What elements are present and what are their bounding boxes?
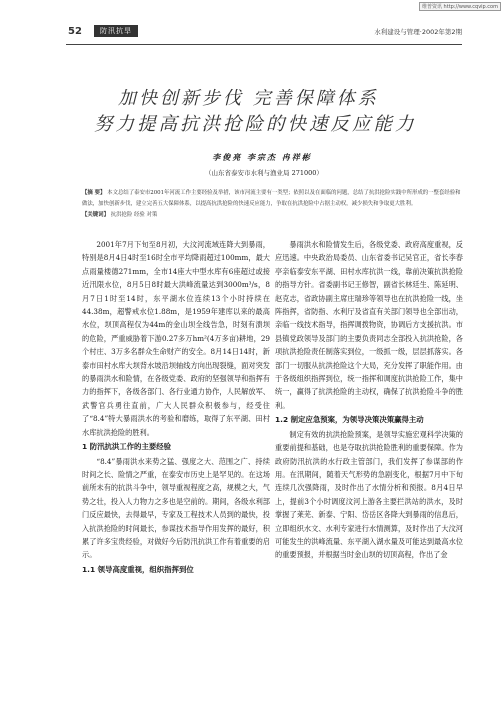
page-number: 52 <box>68 26 82 37</box>
subsection-heading: 1.1 领导高度重视，组织指挥到位 <box>82 564 194 574</box>
affiliation: （山东省泰安市水利与渔业局 271000） <box>205 169 323 177</box>
body-paragraph: 暴雨洪水和险情发生后，各级党委、政府高度重视，反应迅速。中央政治局委员、山东省委书记吴官正，省长李春亭亲临泰安东平湖、田村水库抗洪一线，靠前决策抗洪抢险的指导方针。省委副书记王修智，副省长林廷生、陈延明、赵克志，省政协副主席庄瑞珍等领导也在抗洪抢险一线，坐阵指挥，省防指、水利厅及省直有关部门领导也全部出动，亲临一线技术指导，指挥调拨物资，协调后方支援抗洪。市县镇党政领导及部门的主要负责同志全部投入抗洪抢险，各项抗洪抢险责任制落实到位，一级抓一级，层层抓落实。各部门一切服从抗洪抢险这个大局，充分发挥了职能作用。由于各级组织指挥到位，统一指挥和调度抗洪抢险工作，集中统一，赢得了抗洪抢险的主动权，确保了抗洪抢险斗争的胜利。 <box>275 240 463 410</box>
body-paragraph: 2001年7月下旬至8月初，大汶河流域连降大到暴雨，特别是8月4日4时至16时全市平均降雨超过100mm，最大点雨量楼德271mm，全市14座大中型水库有6座超过或接近汛限水位，8月5日8时最大洪峰流量达到3000m³/s，8月7日1时至14时，东平湖水位连续13个小时持续在44.38m，超警戒水位1.88m，是1959年建库以来的最高水位，坝顶高程仅为44m的金山坝全线告急，时刻有溃坝的危险，严重威胁着下游0.27多万hm²(4万多亩)耕地，29个村庄、3万多名群众生命财产的安全。8月14日14时，新泰市田村水库大坝背水坡沿坝轴线方向出现裂缝，面对突发的暴雨洪水和险情，在各级党委、政府的坚强领导和指挥有力的指挥下，各级各部门、各行业通力协作，人民解放军、武警官兵勇往直前，广大人民群众积极参与，经受住了“8.4”特大暴雨洪水的考验和磨练，取得了东平湖、田村水库抗洪抢险的胜利。 <box>82 240 270 437</box>
header-divider <box>66 44 462 45</box>
keywords <box>82 210 462 221</box>
keywords-text: 抗洪抢险 经验 对策 <box>110 212 158 218</box>
body-left-column <box>82 238 270 577</box>
title-line-2: 努力提高抗洪抢险的快速反应能力 <box>94 114 417 135</box>
title-line-1: 加快创新步伐 完善保障体系 <box>118 88 379 109</box>
abstract-text: 本文总结了泰安市2001年河流工作主要经验及举措，该市河流主要有一类型；依照以及在面临的问题，总结了抗洪抢险实践中所形成的一整套经验和做法，加快创新步伐，建立完善五大保障体系，以提高抗洪抢险的快速反应能力，争取在抗洪抢险中占据主动权，减少损失和争取更大胜利。 <box>82 190 461 207</box>
subsection-heading: 1.2 制定应急预案，为领导决策决策赢得主动 <box>275 415 424 425</box>
abstract-label: 【摘 要】 <box>82 190 106 196</box>
section-heading: 1 防汛抗洪工作的主要经验 <box>82 442 172 452</box>
body-right-column <box>275 238 463 562</box>
body-paragraph: 制定有效的抗洪抢险预案，是领导实施宏观科学决策的重要前提和基础，也是夺取抗洪抢险胜利的重要保障。作为政府防汛抗洪的水行政主管部门，我们发挥了参谋部的作用。在汛期间，随着天气形势的急剧变化，根据7月中下旬连续几次强降雨，及时作出了水情分析和预报。8月4日早上，提前3个小时调度汶河上游各主要拦洪站的洪水，及时掌握了莱芜、新泰、宁阳、岱岳区各降大到暴雨的信息后，立即组织水文、水利专家进行水情测算，及时作出了大汶河可能发生的洪峰流量、东平湖入湖水量及可能达到最高水位的重要预报，并根据当时金山坝的切顶高程，作出了金 <box>275 429 463 560</box>
abstract <box>82 188 462 221</box>
abstract-body <box>82 188 462 210</box>
journal-name: 水利建设与管理·2002年第2期 <box>374 28 462 36</box>
authors: 李俊亮 李宗杰 冉祥彬 <box>212 152 312 162</box>
watermark: 维普资讯 http://www.cqvip.com <box>419 2 501 11</box>
page-header <box>68 26 462 40</box>
section-tag: 防汛抗旱 <box>94 25 138 37</box>
body-paragraph: “8.4”暴雨洪水来势之猛、强度之大、范围之广、持续时间之长、险情之严重，在泰安市历史上是罕见的。在这场前所未有的抗洪斗争中，领导重视程度之高，规模之大，气势之壮，投入人力物力之多也是空前的。期间，各级水利部门反应最快，去得最早，专家及工程技术人员到的最快，投入抗洪抢险的时间最长，参谋技术指导作用发挥的最好，积累了许多宝贵经验，对做好今后防汛抗洪工作有着重要的启示。 <box>82 456 270 560</box>
keywords-label: 【关键词】 <box>82 212 109 218</box>
